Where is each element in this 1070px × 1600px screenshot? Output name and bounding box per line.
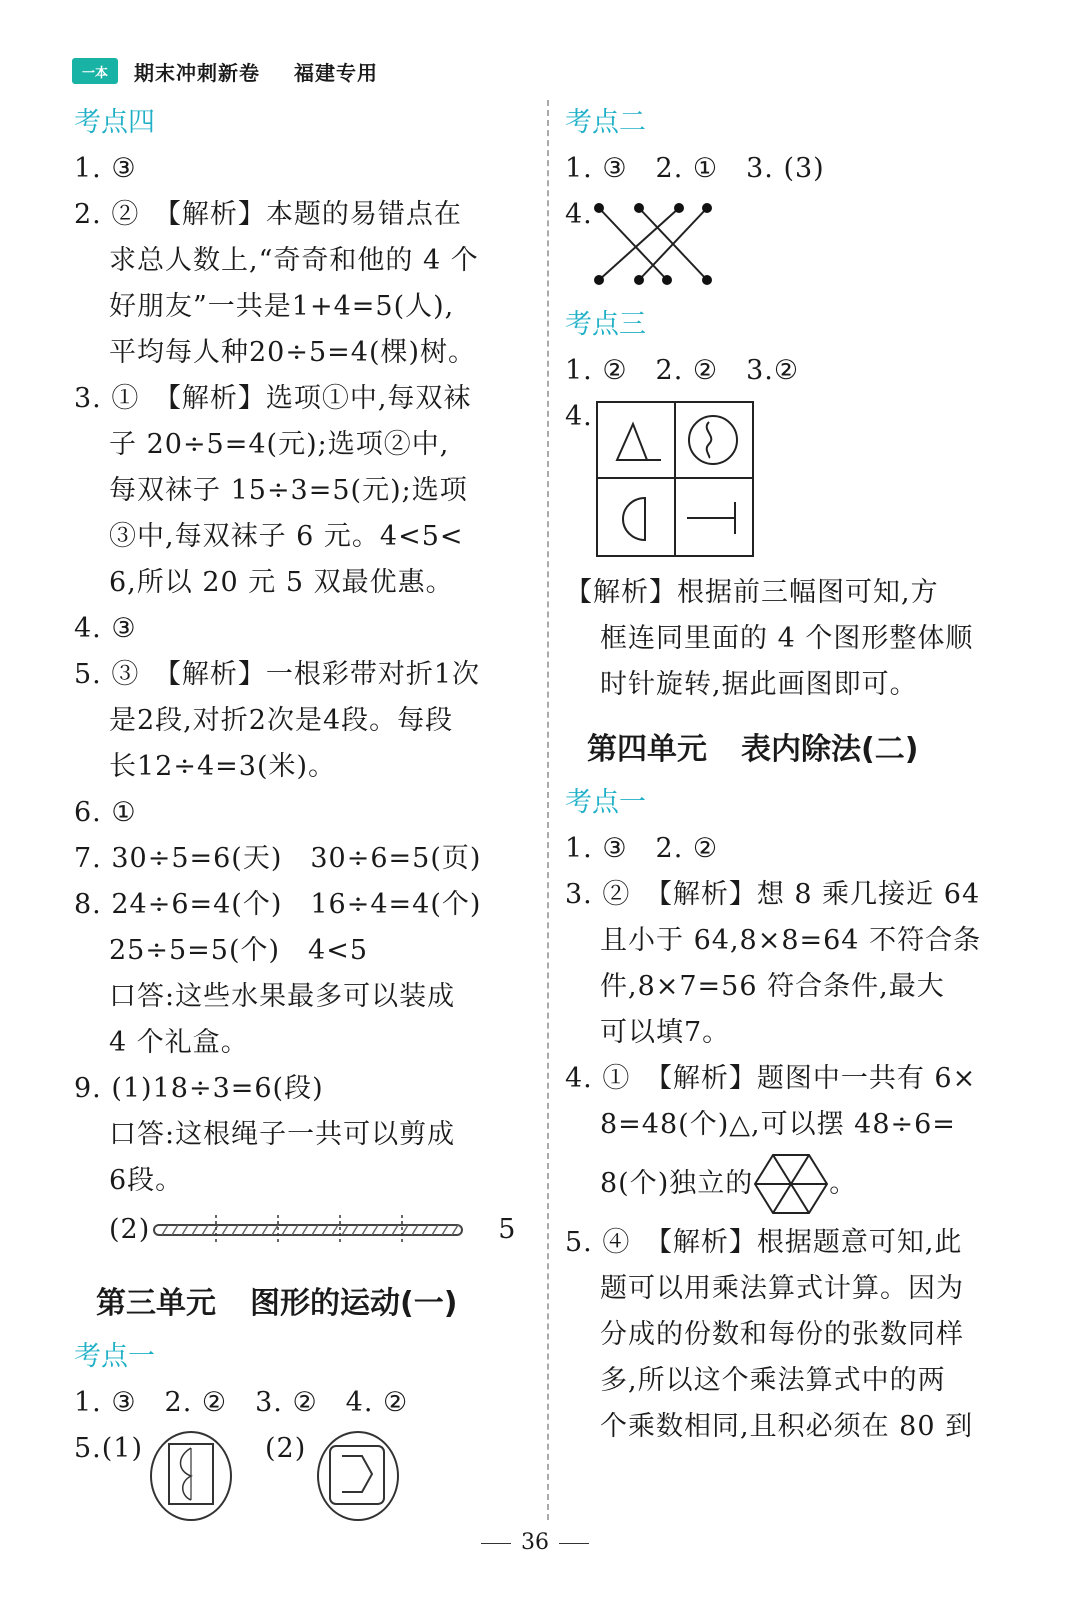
answer-line: 每双袜子 15÷3=5(元);选项: [109, 475, 468, 506]
column-divider: [547, 100, 549, 1520]
answer-line: 1. ③ 2. ②: [565, 833, 719, 864]
answer-line: 件,8×7=56 符合条件,最大: [600, 971, 945, 1002]
book-subtitle: 福建专用: [294, 60, 378, 85]
rotation-grid-figure: [595, 400, 755, 560]
rope-diagram: [150, 1215, 470, 1245]
explanation-line: 框连同里面的 4 个图形整体顺: [600, 623, 974, 654]
folded-card-figure: [306, 1426, 402, 1522]
unit-title: [565, 720, 1025, 780]
answer-text-end: 。: [829, 1168, 858, 1199]
left-column: [74, 100, 530, 1526]
answer-line: 4 个礼盒。: [109, 1027, 249, 1058]
answer-line: 1. ③: [74, 153, 137, 184]
rope-segment-count: 5: [498, 1214, 517, 1245]
answer-line: 8=48(个)△,可以摆 48÷6=: [600, 1109, 956, 1140]
answer-line: 3. ② 【解析】想 8 乘几接近 64: [565, 879, 981, 910]
answer-line: 7. 30÷5=6(天) 30÷6=5(页): [74, 843, 482, 874]
answer-line: 平均每人种20÷5=4(棵)树。: [109, 337, 477, 368]
answer-line: 6段。: [109, 1165, 184, 1196]
page-number-dash: [559, 1543, 589, 1544]
mirror-label-2: (2): [265, 1433, 307, 1464]
rope-answer-line: [74, 1204, 530, 1256]
matching-lines-diagram: [589, 196, 749, 296]
answer-line: 5. ③ 【解析】一根彩带对折1次: [74, 659, 481, 690]
mirror-label-1: 5.(1): [74, 1433, 144, 1464]
answer-line: 口答:这根绳子一共可以剪成: [109, 1119, 456, 1150]
answer-text: 8(个)独立的: [600, 1168, 754, 1199]
answer-line: 2. ② 【解析】本题的易错点在: [74, 199, 462, 230]
answer-line: 可以填7。: [600, 1017, 731, 1048]
section-heading: 考点一: [74, 1341, 155, 1372]
question-number: 4.: [565, 401, 593, 432]
answer-line: 9. (1)18÷3=6(段): [74, 1073, 324, 1104]
page-number-dash: [481, 1543, 511, 1544]
rope-label: (2): [109, 1214, 151, 1245]
butterfly-card-figure: [147, 1426, 237, 1522]
question-number: 4.: [565, 199, 593, 230]
answer-line: 且小于 64,8×8=64 不符合条: [600, 925, 982, 956]
answer-line: 5. ④ 【解析】根据题意可知,此: [565, 1227, 963, 1258]
answer-line: 6. ①: [74, 797, 137, 828]
matching-answer: [565, 192, 1025, 302]
answer-line: 25÷5=5(个) 4<5: [109, 935, 369, 966]
answer-line: 8. 24÷6=4(个) 16÷4=4(个): [74, 889, 482, 920]
answer-line: ③中,每双袜子 6 元。4<5<: [109, 521, 464, 552]
page-number-text: 36: [521, 1530, 549, 1555]
answer-line: 长12÷4=3(米)。: [109, 751, 337, 782]
answer-line: 口答:这些水果最多可以装成: [109, 981, 456, 1012]
unit-name: 图形的运动(一): [250, 1286, 458, 1321]
answer-line: 4. ① 【解析】题图中一共有 6×: [565, 1063, 977, 1094]
rotation-answer: [565, 394, 1025, 570]
section-heading: 考点四: [74, 107, 155, 138]
mirror-answer-line: [74, 1426, 530, 1526]
section-heading: 考点一: [565, 787, 646, 818]
section-heading: 考点三: [565, 309, 646, 340]
answer-line: 子 20÷5=4(元);选项②中,: [109, 429, 450, 460]
answer-line: 求总人数上,“奇奇和他的 4 个: [109, 245, 479, 276]
explanation-line: 【解析】根据前三幅图可知,方: [565, 577, 939, 608]
answer-line: 6,所以 20 元 5 双最优惠。: [109, 567, 454, 598]
unit-number: 第三单元: [96, 1286, 216, 1321]
answer-line: 个乘数相同,且积必须在 80 到: [600, 1411, 974, 1442]
answer-line: 是2段,对折2次是4段。每段: [109, 705, 454, 736]
page-number: [0, 1530, 1070, 1555]
section-heading: 考点二: [565, 107, 646, 138]
book-title: 期末冲刺新卷: [134, 60, 260, 85]
unit-title: [74, 1274, 530, 1334]
answer-line: 1. ③ 2. ② 3. ② 4. ②: [74, 1387, 409, 1418]
unit-name: 表内除法(二): [741, 732, 919, 767]
answer-line: 多,所以这个乘法算式中的两: [600, 1365, 946, 1396]
right-column: [565, 100, 1025, 1450]
hexagon-answer-line: [565, 1148, 1025, 1220]
unit-number: 第四单元: [587, 732, 707, 767]
hexagon-figure: [753, 1151, 829, 1217]
explanation-line: 时针旋转,据此画图即可。: [600, 669, 918, 700]
answer-line: 3. ① 【解析】选项①中,每双袜: [74, 383, 472, 414]
page-header: [72, 54, 378, 88]
brand-logo: 一本: [72, 58, 118, 84]
answer-line: 好朋友”一共是1+4=5(人),: [109, 291, 455, 322]
answer-line: 1. ③ 2. ① 3. (3): [565, 153, 825, 184]
answer-line: 4. ③: [74, 613, 137, 644]
answer-line: 题可以用乘法算式计算。因为: [600, 1273, 964, 1304]
answer-line: 1. ② 2. ② 3.②: [565, 355, 800, 386]
answer-line: 分成的份数和每份的张数同样: [600, 1319, 964, 1350]
